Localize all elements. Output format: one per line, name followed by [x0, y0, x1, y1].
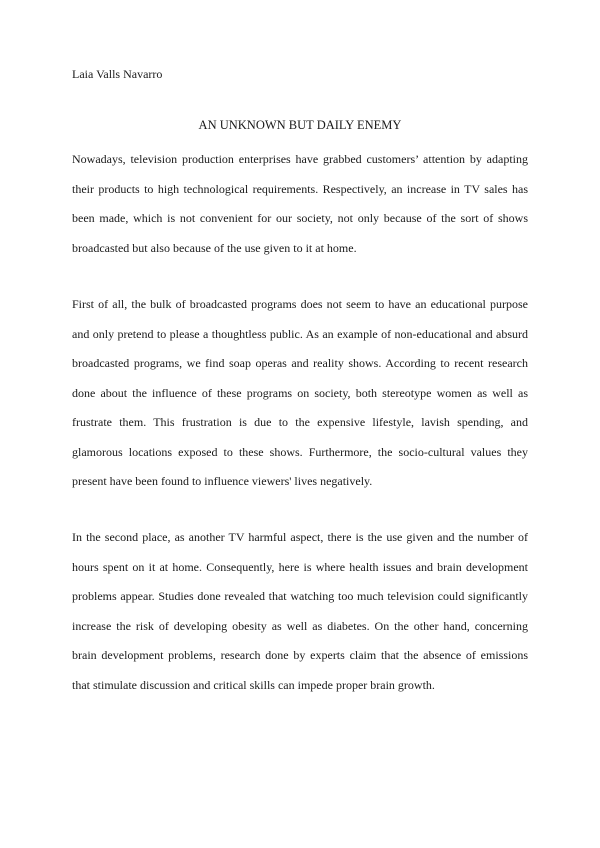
paragraph-line: present have been found to influence viewers' lives negatively.	[72, 474, 373, 488]
paragraph-introduction	[72, 151, 528, 269]
paragraph-line: done about the influence of these programs on society, both stereotype women as well as	[72, 385, 528, 400]
paragraph-line: hours spent on it at home. Consequently, here is where health issues and brain development	[72, 559, 528, 574]
paragraph-line: that stimulate discussion and critical skills can impede proper brain growth.	[72, 677, 435, 692]
paragraph-line: broadcasted programs, we find soap operas and reality shows. According to recent research	[72, 356, 528, 370]
paragraph-line: Nowadays, television production enterprises have grabbed customers’ attention by adapting	[72, 152, 528, 166]
paragraph-line: broadcasted but also because of the use given to it at home.	[72, 240, 357, 255]
document-title: AN UNKNOWN BUT DAILY ENEMY	[198, 118, 402, 132]
paragraph-line: been made, which is not convenient for our society, not only because of the sort of shows	[72, 211, 528, 225]
paragraph-line: increase the risk of developing obesity as well as diabetes. On the other hand, concerning	[72, 618, 528, 633]
paragraph-line: In the second place, as another TV harmful aspect, there is the use given and the number of	[72, 530, 528, 544]
paragraph-line: and only pretend to please a thoughtless public. As an example of non-educational and absurd	[72, 326, 528, 341]
paragraph-line: glamorous locations exposed to these shows. Furthermore, the socio-cultural values they	[72, 444, 528, 459]
paragraph-second-argument	[72, 529, 528, 706]
author-name: Laia Valls Navarro	[72, 67, 163, 81]
paragraph-line: frustrate them. This frustration is due to the expensive lifestyle, lavish spending, and	[72, 415, 528, 429]
paragraph-line: their products to high technological requirements. Respectively, an increase in TV sales has	[72, 181, 528, 196]
paragraph-first-argument	[72, 296, 528, 503]
paragraph-line: problems appear. Studies done revealed that watching too much television could significantly	[72, 589, 528, 603]
paragraph-line: First of all, the bulk of broadcasted programs does not seem to have an educational purpose	[72, 297, 528, 311]
paragraph-line: brain development problems, research done by experts claim that the absence of emissions	[72, 648, 528, 662]
